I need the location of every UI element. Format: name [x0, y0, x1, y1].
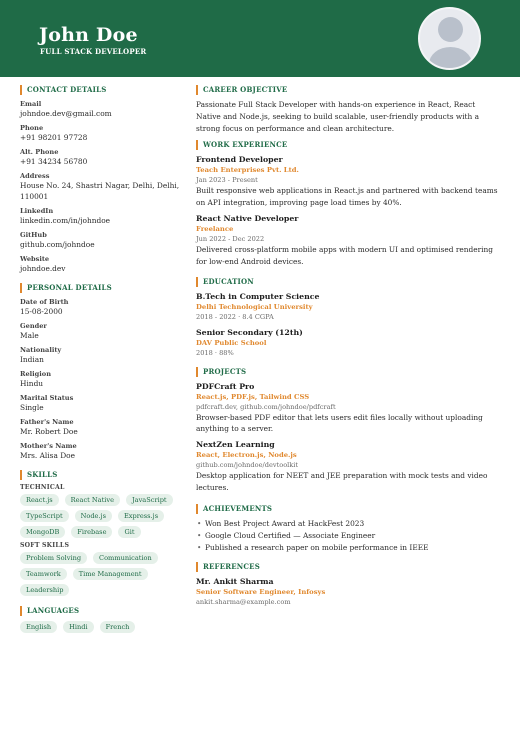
- project-description: Desktop application for NEET and JEE preparation with mock tests and video lectures.: [196, 471, 488, 492]
- experience-role: Frontend Developer: [196, 155, 283, 165]
- skill-chip: Teamwork: [20, 568, 67, 580]
- experience-item: [196, 213, 500, 268]
- experience-role: React Native Developer: [196, 213, 299, 223]
- reference-position: Senior Software Engineer, Infosys: [196, 587, 326, 596]
- contact-linkedin: linkedin.com/in/johndoe: [20, 216, 111, 225]
- project-name: PDFCraft Pro: [196, 381, 255, 391]
- contact-github: github.com/johndoe: [20, 240, 95, 249]
- personal-label: Marital Status: [20, 394, 74, 402]
- personal-nationality: Indian: [20, 355, 44, 364]
- contact-alt-phone: +91 34234 56780: [20, 157, 88, 166]
- contact-label: Alt. Phone: [20, 148, 59, 156]
- contact-section: [20, 85, 185, 274]
- education-item: [196, 327, 500, 358]
- achievements-section: [196, 504, 500, 554]
- language-chip: French: [100, 621, 136, 633]
- section-title-skills: SKILLS: [20, 470, 185, 480]
- personal-section: [20, 283, 185, 461]
- candidate-role: FULL STACK DEVELOPER: [40, 47, 147, 56]
- languages-section: [20, 606, 185, 637]
- experience-dates: Jun 2022 - Dec 2022: [196, 234, 265, 243]
- contact-label: Address: [20, 172, 50, 180]
- objective-section: [196, 85, 500, 134]
- personal-gender: Male: [20, 331, 39, 340]
- section-title-languages: LANGUAGES: [20, 606, 185, 616]
- personal-mother-name: Mrs. Alisa Doe: [20, 451, 75, 460]
- languages-list: [20, 621, 185, 637]
- candidate-name: John Doe: [39, 24, 138, 46]
- education-section: [196, 277, 500, 358]
- project-item: [196, 439, 500, 494]
- skills-section: [20, 470, 185, 600]
- skill-chip: TypeScript: [20, 510, 69, 522]
- avatar-head-shape: [438, 17, 463, 42]
- contact-label: Phone: [20, 124, 44, 132]
- objective-text: Passionate Full Stack Developer with hands-on experience in React, React Native and Node.js, seeking to build scalable, user-friendly products with a strong focus on performance and clean architecture.: [196, 100, 480, 133]
- experience-section: [196, 140, 500, 267]
- experience-company: Freelance: [196, 224, 234, 233]
- education-degree: B.Tech in Computer Science: [196, 291, 320, 301]
- personal-dob: 15-08-2000: [20, 307, 63, 316]
- right-column: [196, 85, 500, 607]
- project-links: github.com/johndoe/devtoolkit: [196, 461, 299, 470]
- skills-technical-label: TECHNICAL: [20, 484, 65, 491]
- contact-label: Website: [20, 255, 50, 263]
- personal-label: Religion: [20, 370, 51, 378]
- avatar-body-shape: [429, 47, 472, 70]
- experience-dates: Jan 2023 - Present: [196, 176, 258, 185]
- reference-name: Mr. Ankit Sharma: [196, 576, 274, 586]
- skill-chip: React Native: [65, 494, 120, 506]
- skill-chip: Communication: [93, 552, 158, 564]
- contact-address: House No. 24, Shastri Nagar, Delhi, Delhi, 110001: [20, 181, 180, 201]
- skill-chip: JavaScript: [126, 494, 173, 506]
- project-description: Browser-based PDF editor that lets users edit files locally without uploading anything to a server.: [196, 412, 483, 434]
- skill-chip: Firebase: [71, 526, 112, 538]
- technical-skills-list: [20, 494, 185, 542]
- contact-website: johndoe.dev: [20, 264, 66, 273]
- personal-religion: Hindu: [20, 379, 44, 388]
- contact-label: GitHub: [20, 231, 47, 239]
- left-column: [20, 85, 185, 637]
- avatar-placeholder-icon: [418, 7, 481, 70]
- experience-item: [196, 154, 500, 209]
- education-item: [196, 291, 500, 322]
- project-links: pdfcraft.dev, github.com/johndoe/pdfcraft: [196, 402, 336, 411]
- education-degree: Senior Secondary (12th): [196, 327, 303, 337]
- section-title-contact: CONTACT DETAILS: [20, 85, 185, 95]
- skill-chip: MongoDB: [20, 526, 65, 538]
- section-title-references: REFERENCES: [196, 562, 500, 572]
- education-meta: 2018 · 88%: [196, 348, 234, 357]
- language-chip: English: [20, 621, 57, 633]
- skill-chip: Node.js: [75, 510, 112, 522]
- personal-marital-status: Single: [20, 403, 44, 412]
- project-tech: React.js, PDF.js, Tailwind CSS: [196, 392, 310, 401]
- achievement-item: • Won Best Project Award at HackFest 2023: [196, 518, 500, 530]
- section-title-projects: PROJECTS: [196, 367, 500, 377]
- contact-label: LinkedIn: [20, 207, 54, 215]
- projects-section: [196, 367, 500, 494]
- personal-label: Gender: [20, 322, 47, 330]
- education-school: DAV Public School: [196, 338, 267, 347]
- skill-chip: Express.js: [118, 510, 164, 522]
- skill-chip: Problem Solving: [20, 552, 87, 564]
- achievements-list: [196, 518, 500, 554]
- personal-label: Nationality: [20, 346, 62, 354]
- achievement-item: • Google Cloud Certified — Associate Engineer: [196, 530, 500, 542]
- reference-email: ankit.sharma@example.com: [196, 597, 291, 606]
- soft-skills-list: [20, 552, 185, 600]
- skill-chip: Git: [118, 526, 140, 538]
- project-name: NextZen Learning: [196, 440, 275, 450]
- section-title-education: EDUCATION: [196, 277, 500, 287]
- project-tech: React, Electron.js, Node.js: [196, 451, 297, 460]
- project-item: [196, 381, 500, 436]
- experience-description: Delivered cross-platform mobile apps with modern UI and optimised rendering for low-end Android devices.: [196, 244, 493, 266]
- personal-label: Mother's Name: [20, 442, 77, 450]
- personal-label: Date of Birth: [20, 298, 69, 306]
- education-school: Delhi Technological University: [196, 302, 313, 311]
- references-section: [196, 562, 500, 607]
- skill-chip: Time Management: [73, 568, 148, 580]
- section-title-experience: WORK EXPERIENCE: [196, 140, 500, 150]
- experience-description: Built responsive web applications in React.js and partnered with backend teams on API integration, improving page load times by 40%.: [196, 186, 498, 208]
- skill-chip: React.js: [20, 494, 59, 506]
- section-title-objective: CAREER OBJECTIVE: [196, 85, 500, 95]
- contact-label: Email: [20, 100, 42, 108]
- section-title-personal: PERSONAL DETAILS: [20, 283, 185, 293]
- education-meta: 2018 - 2022 · 8.4 CGPA: [196, 312, 274, 321]
- language-chip: Hindi: [63, 621, 93, 633]
- achievement-item: • Published a research paper on mobile performance in IEEE: [196, 542, 500, 554]
- experience-company: Teach Enterprises Pvt. Ltd.: [196, 166, 299, 175]
- skills-soft-label: SOFT SKILLS: [20, 542, 70, 549]
- resume-header: [0, 0, 520, 77]
- personal-father-name: Mr. Robert Doe: [20, 427, 78, 436]
- section-title-achievements: ACHIEVEMENTS: [196, 504, 500, 514]
- skill-chip: Leadership: [20, 584, 69, 596]
- contact-email: johndoe.dev@gmail.com: [20, 109, 112, 118]
- personal-label: Father's Name: [20, 418, 74, 426]
- contact-phone: +91 98201 97728: [20, 133, 88, 142]
